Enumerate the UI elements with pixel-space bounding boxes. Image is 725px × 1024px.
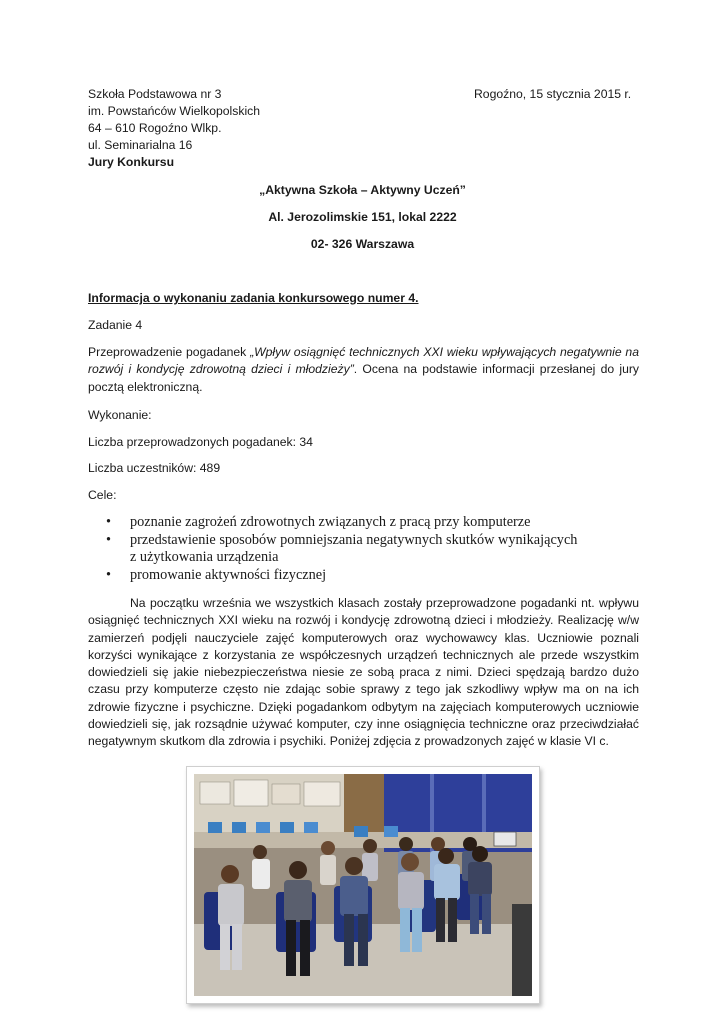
document-subject: Informacja o wykonaniu zadania konkursowego numer 4. xyxy=(88,291,419,305)
bullet-icon: • xyxy=(106,514,112,530)
class-photo xyxy=(194,774,532,996)
talks-count: Liczba przeprowadzonych pogadanek: 34 xyxy=(88,435,313,449)
goal-item xyxy=(106,532,626,550)
task-description-suffix: . Ocena na podstawie informacji przesłanej do jury pocztą elektroniczną. xyxy=(88,362,640,394)
goal-text: przedstawienie sposobów pomniejszania negatywnych skutków wynikających xyxy=(130,531,578,548)
place-date: Rogoźno, 15 stycznia 2015 r. xyxy=(474,87,632,101)
class-photo-frame xyxy=(186,766,540,1004)
sender-street: ul. Seminarialna 16 xyxy=(88,138,193,152)
recipient-city: 02- 326 Warszawa xyxy=(310,237,415,251)
goal-item xyxy=(106,514,626,532)
participants-count: Liczba uczestników: 489 xyxy=(88,461,221,475)
goals-list xyxy=(106,514,626,584)
recipient-jury: Jury Konkursu xyxy=(88,155,175,169)
goal-item xyxy=(106,567,626,585)
goal-text: promowanie aktywności fizycznej xyxy=(130,566,327,583)
goals-label: Cele: xyxy=(88,488,117,502)
recipient-contest-name: „Aktywna Szkoła – Aktywny Uczeń” xyxy=(259,183,466,197)
task-description xyxy=(88,344,639,396)
sender-school-patron: im. Powstańców Wielkopolskich xyxy=(88,104,261,118)
bullet-icon: • xyxy=(106,566,112,583)
sender-school-name: Szkoła Podstawowa nr 3 xyxy=(88,87,222,101)
goal-text-continued: z użytkowania urządzenia xyxy=(130,549,279,566)
bullet-icon: • xyxy=(106,531,112,548)
task-description-prefix: Przeprowadzenie pogadanek xyxy=(88,345,251,359)
execution-label: Wykonanie: xyxy=(88,408,152,422)
task-description-title: „Wpływ osiągnięć technicznych XXI wieku wpływających negatywnie na rozwój i kondycję zdrowotną dzieci i młodzieży” xyxy=(88,345,639,377)
goal-text: poznanie zagrożeń zdrowotnych związanych z pracą przy komputerze xyxy=(130,514,531,530)
body-paragraph: Na początku września we wszystkich klasach zostały przeprowadzone pogadanki nt. wpływu osiągnięć technicznych XXI wieku na rozwój i kondycję zdrowotną dzieci i młodzieży. Realizację w/w zamierzeń podjęli nauczyciele zajęć komputerowych oraz wychowawcy klas. Uczniowie poznali korzyści wynikające z korzystania ze współczesnych urządzeń technicznych ale przede wszystkim dowiedzieli się jakie niebezpieczeństwa niesie ze sobą praca z nimi. Dzieci spędzają bardzo dużo czasu przy komputerze często nie zdając sobie sprawy z tego jak szkodliwy wpływ ma on na ich zdrowie fizyczne i psychiczne. Dzięki pogadankom odbytym na zajęciach komputerowych uczniowie dowiedzieli się, jak rozsądnie używać komputer, czy inne osiągnięcia techniczne oraz przeciwdziałać negatywnym skutkom dla zdrowia i psychiki. Poniżej zdjęcia z prowadzonych zajęć w klasie VI c. xyxy=(88,596,639,749)
sender-postal-city: 64 – 610 Rogoźno Wlkp. xyxy=(88,121,222,135)
task-label: Zadanie 4 xyxy=(88,318,143,332)
recipient-address: Al. Jerozolimskie 151, lokal 2222 xyxy=(268,210,457,224)
